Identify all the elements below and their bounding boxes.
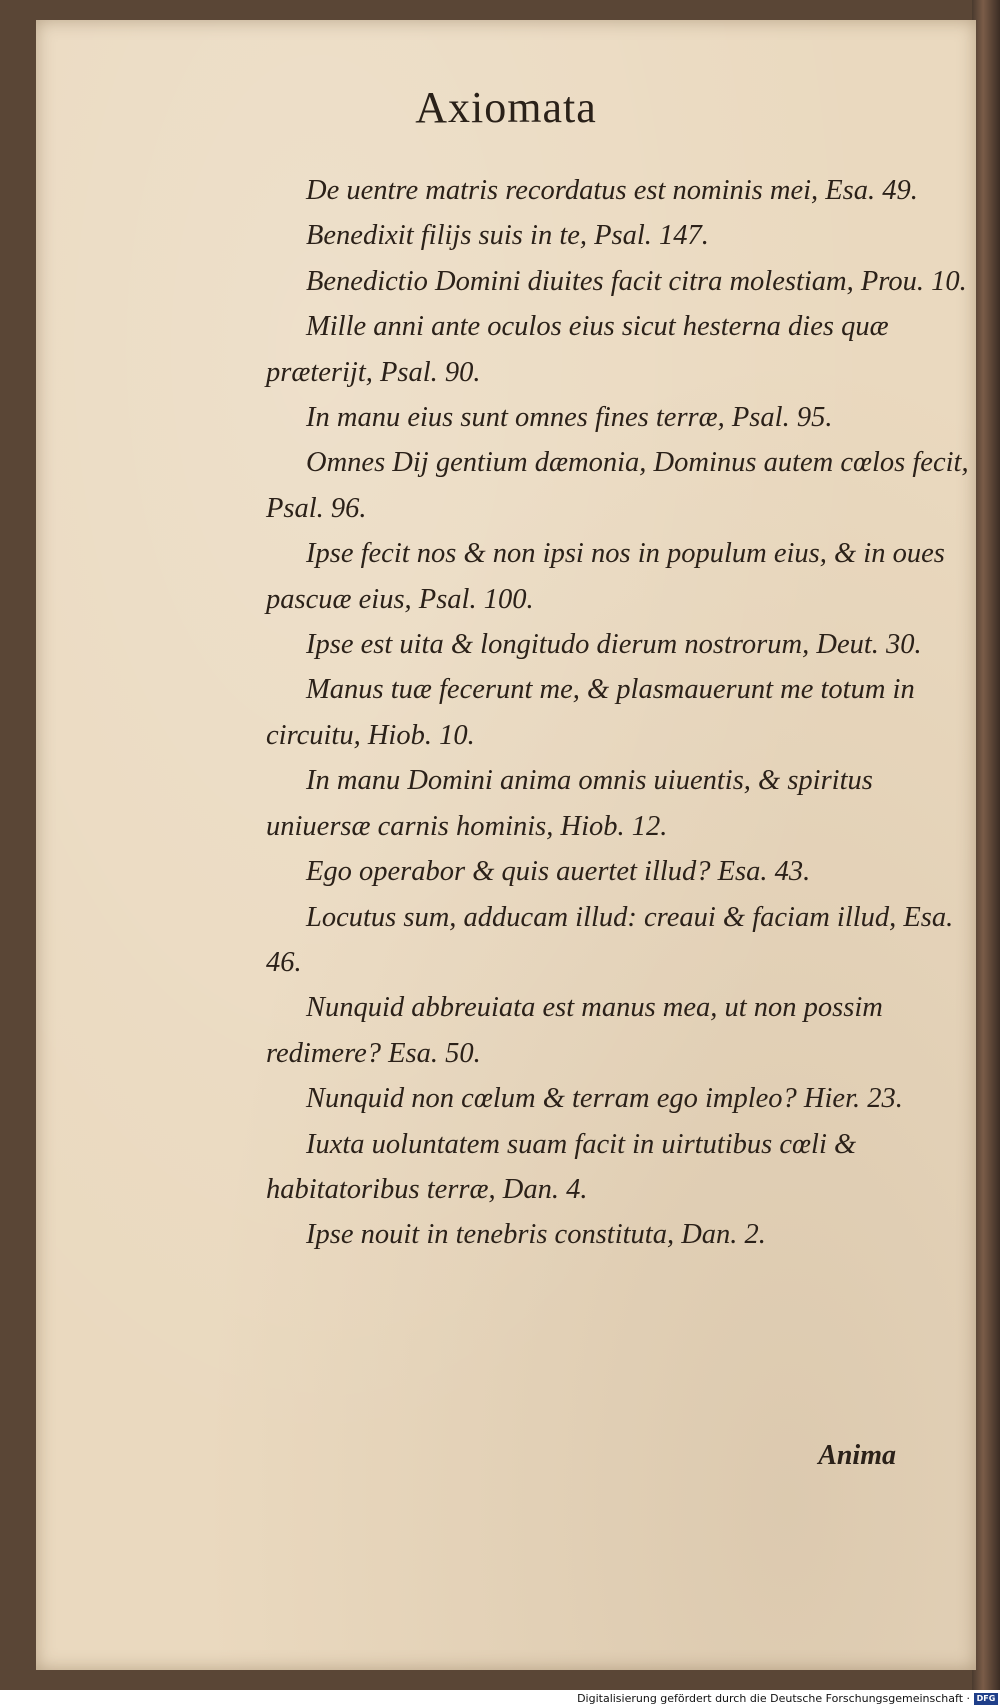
text-entry: Iuxta uoluntatem suam facit in uirtutibus cœli & habitatoribus terræ, Dan. 4. — [266, 1128, 857, 1205]
text-entry: In manu eius sunt omnes fines terræ, Psal. 95. — [306, 402, 833, 434]
text-entry: Ipse fecit nos & non ipsi nos in populum eius, & in oues pascuæ eius, Psal. 100. — [266, 538, 945, 615]
book-page — [36, 20, 976, 1670]
text-entry: Ipse nouit in tenebris constituta, Dan. 2. — [306, 1219, 766, 1251]
text-entry: Ipse est uita & longitudo dierum nostrorum, Deut. 30. — [306, 629, 922, 661]
text-entry: Omnes Dij gentium dæmonia, Dominus autem cœlos fecit, Psal. 96. — [266, 447, 969, 524]
dfg-logo-icon: DFG — [974, 1693, 998, 1705]
text-entry: Nunquid non cœlum & terram ego impleo? Hier. 23. — [306, 1083, 903, 1115]
text-entry: Manus tuæ fecerunt me, & plasmauerunt me totum in circuitu, Hiob. 10. — [266, 674, 915, 751]
text-entry: Nunquid abbreuiata est manus mea, ut non possim redimere? Esa. 50. — [266, 992, 883, 1069]
text-entry: De uentre matris recordatus est nominis mei, Esa. 49. — [306, 175, 918, 206]
running-head: Axiomata — [415, 83, 597, 132]
text-entry: Mille anni ante oculos eius sicut hesterna dies quæ præterijt, Psal. 90. — [266, 311, 889, 388]
catchword: Anima — [818, 1440, 896, 1471]
text-entry: Benedictio Domini diuites facit citra molestiam, Prou. 10. — [306, 265, 967, 297]
page-text-block — [266, 168, 981, 1258]
text-entry: Locutus sum, adducam illud: creaui & faciam illud, Esa. 46. — [266, 901, 954, 978]
text-entry: Ego operabor & quis auertet illud? Esa. 43. — [306, 856, 811, 888]
digitization-footer — [0, 1690, 1000, 1708]
funding-credit: Digitalisierung gefördert durch die Deutsche Forschungsgemeinschaft · — [577, 1692, 970, 1705]
text-entry: In manu Domini anima omnis uiuentis, & spiritus uniuersæ carnis hominis, Hiob. 12. — [266, 765, 873, 842]
text-entry: Benedixit filijs suis in te, Psal. 147. — [306, 220, 709, 252]
